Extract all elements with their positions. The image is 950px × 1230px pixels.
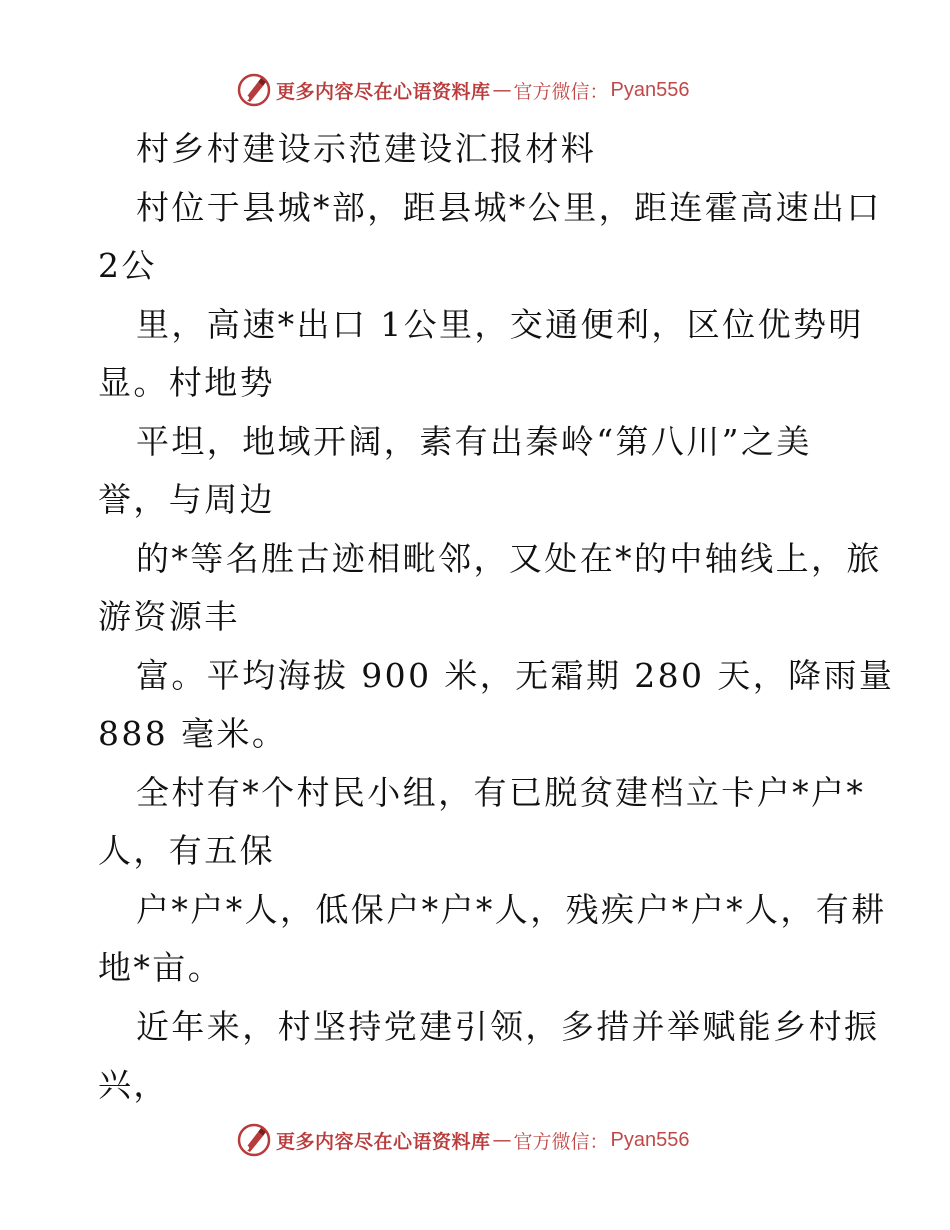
document-title: 村乡村建设示范建设汇报材料 bbox=[136, 129, 597, 168]
text-line: 人，有五保 bbox=[98, 831, 275, 870]
text-line: 全村有*个村民小组，有已脱贫建档立卡户*户* bbox=[136, 772, 866, 812]
pen-logo-icon bbox=[236, 1122, 272, 1158]
watermark-dash: — bbox=[492, 1129, 512, 1151]
text-line: 村位于县城*部，距县城*公里，距连霍高速出口 bbox=[136, 187, 882, 227]
text-line: 近年来，村坚持党建引领，多措并举赋能乡村振 bbox=[136, 1006, 880, 1046]
text-line: 户*户*人，低保户*户*人，残疾户*户*人，有耕 bbox=[136, 889, 887, 929]
text-line: 的*等名胜古迹相毗邻，又处在*的中轴线上，旅 bbox=[136, 538, 882, 578]
text-line: 显。村地势 bbox=[98, 363, 275, 402]
text-line: 富。平均海拔 900 米，无霜期 280 天，降雨量 bbox=[136, 655, 895, 695]
text-line: 平坦，地域开阔，素有出秦岭“第八川”之美 bbox=[136, 421, 812, 461]
text-line: 里，高速*出口 1公里，交通便利，区位优势明 bbox=[136, 304, 864, 344]
watermark-main-text: 更多内容尽在心语资料库 bbox=[276, 80, 491, 103]
text-line: 兴， bbox=[98, 1065, 169, 1104]
text-line: 888 毫米。 bbox=[98, 714, 288, 753]
document-body bbox=[98, 120, 895, 1115]
watermark-main-text: 更多内容尽在心语资料库 bbox=[276, 1130, 491, 1153]
watermark-dash: — bbox=[492, 79, 512, 101]
pen-logo-icon bbox=[236, 72, 272, 108]
text-line: 2公 bbox=[98, 246, 157, 285]
text-line: 游资源丰 bbox=[98, 597, 240, 636]
watermark-wechat-id: Pyan556 bbox=[610, 1128, 690, 1151]
watermark-official-label: 官方微信： bbox=[513, 1130, 609, 1153]
watermark-wechat-id: Pyan556 bbox=[610, 78, 690, 101]
watermark-official-label: 官方微信： bbox=[513, 80, 609, 103]
header-watermark bbox=[236, 70, 716, 110]
text-line: 誉，与周边 bbox=[98, 480, 275, 519]
text-line: 地*亩。 bbox=[98, 948, 224, 987]
footer-watermark bbox=[236, 1120, 716, 1160]
